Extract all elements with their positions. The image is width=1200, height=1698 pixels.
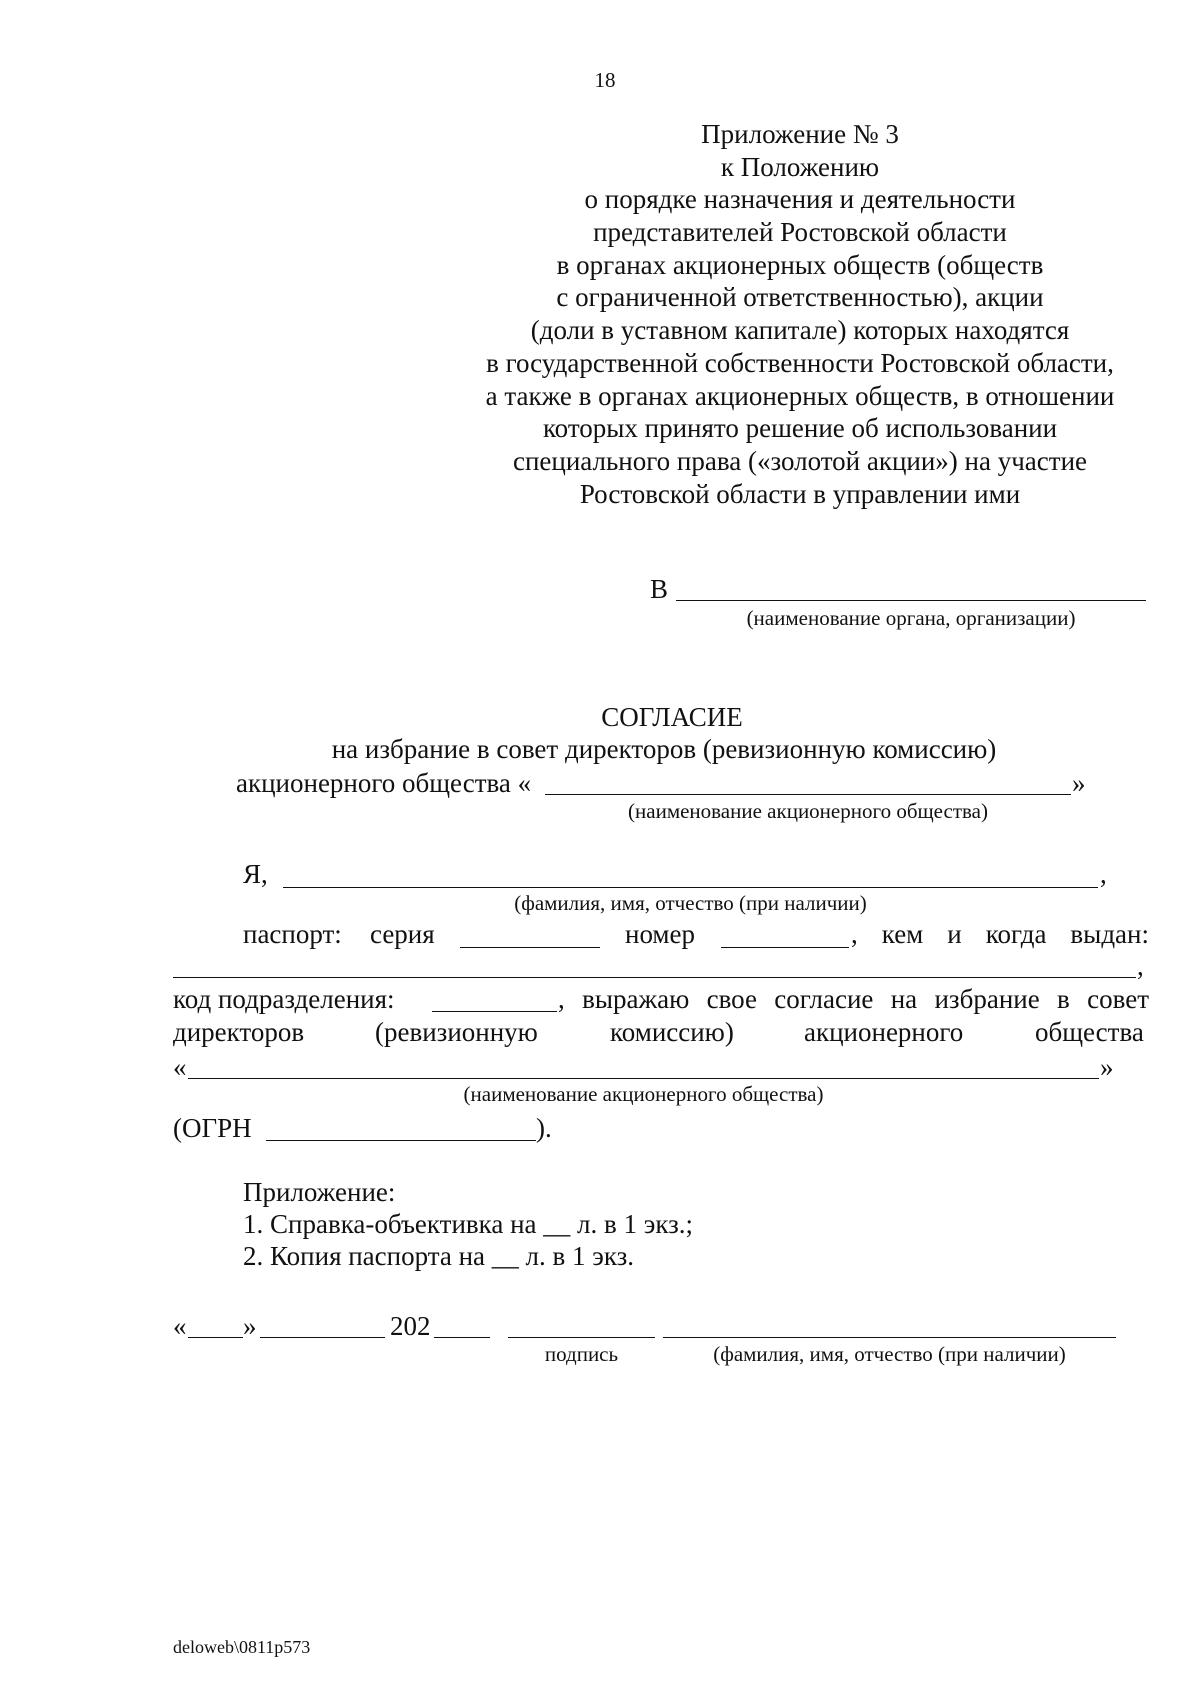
date-open-quote: « [173,1311,187,1341]
appendix-line: о порядке назначения и деятельности [584,184,1016,215]
issued-by-field-line[interactable] [173,977,1136,978]
date-year: 202 [390,1311,431,1341]
passport-label: паспорт: [243,919,342,949]
addressee-field-line[interactable] [676,600,1146,601]
appendix-line: в государственной собственности Ростовской области, [486,347,1114,378]
code-label: код подразделения: [173,984,395,1014]
date-year-field-line[interactable] [434,1337,490,1338]
company-caption: (наименование акционерного общества) [463,1082,824,1106]
title-caption: (наименование акционерного общества) [628,799,988,823]
justified-word: (ревизионную [375,1017,538,1047]
attachment-item-2: 2. Копия паспорта на __ л. в 1 экз. [243,1241,635,1271]
issued-comma: , [1137,951,1144,981]
document-reference: deloweb\0811p573 [173,1637,311,1657]
company-name-field-line[interactable] [545,794,1071,795]
appendix-line: а также в органах акционерных обществ, в отношении [485,380,1115,411]
title-line-2-suffix: » [1072,768,1086,798]
date-month-field-line[interactable] [260,1337,385,1338]
appendix-line: представителей Ростовской области [593,217,1007,248]
appendix-line: Ростовской области в управлении ими [579,478,1021,509]
i-prefix: Я, [243,859,268,889]
addressee-caption: (наименование органа, организации) [746,606,1076,630]
series-field-line[interactable] [460,947,600,948]
signature-fio-field-line[interactable] [663,1337,1116,1338]
appendix-line: с ограниченной ответственностью), акции [556,282,1044,313]
appendix-header [440,118,1160,510]
ogrn-suffix: ). [536,1113,552,1143]
appendix-line: которых принято решение об использовании [542,413,1058,444]
document-title: СОГЛАСИЕ [601,702,743,732]
issued-text: , кем и когда выдан: [851,919,1149,949]
consent-text: , выражаю свое согласие на избрание в совет [558,984,1149,1014]
company-full-name-field-line[interactable] [188,1078,1099,1079]
appendix-line: в органах акционерных обществ (обществ [556,249,1044,280]
appendix-line: Приложение № 3 [701,119,899,149]
series-label: серия [370,919,435,949]
close-quote: » [1100,1052,1114,1082]
i-suffix: , [1100,859,1107,889]
code-field-line[interactable] [432,1011,557,1012]
justified-word: акционерного [804,1017,964,1047]
open-quote: « [173,1052,187,1082]
ogrn-field-line[interactable] [266,1140,536,1141]
addressee-prefix: В [650,574,669,604]
justified-word: общества [1035,1017,1144,1047]
signature-caption: подпись [544,1342,619,1366]
title-line-2-prefix: акционерного общества « [236,768,532,798]
number-label: номер [625,919,696,949]
appendix-line: (доли в уставном капитале) которых находятся [530,315,1070,346]
appendix-line: специального права («золотой акции») на участие [512,445,1088,476]
number-field-line[interactable] [721,947,849,948]
title-line-1: на избрание в совет директоров (ревизионную комиссию) [331,734,997,764]
ogrn-prefix: (ОГРН [173,1113,252,1143]
signature-field-line[interactable] [508,1337,655,1338]
appendix-line: к Положению [720,151,880,182]
signature-fio-caption: (фамилия, имя, отчество (при наличии) [713,1342,1066,1366]
date-close-quote: » [243,1311,257,1341]
justified-word: директоров [173,1017,305,1047]
fio-field-line[interactable] [283,887,1098,888]
attachment-item-1: 1. Справка-объективка на __ л. в 1 экз.; [243,1209,694,1239]
attachments-title: Приложение: [243,1177,396,1207]
date-day-field-line[interactable] [188,1337,243,1338]
fio-caption: (фамилия, имя, отчество (при наличии) [514,891,867,915]
page-number: 18 [594,68,616,92]
justified-word: комиссию) [610,1017,734,1047]
